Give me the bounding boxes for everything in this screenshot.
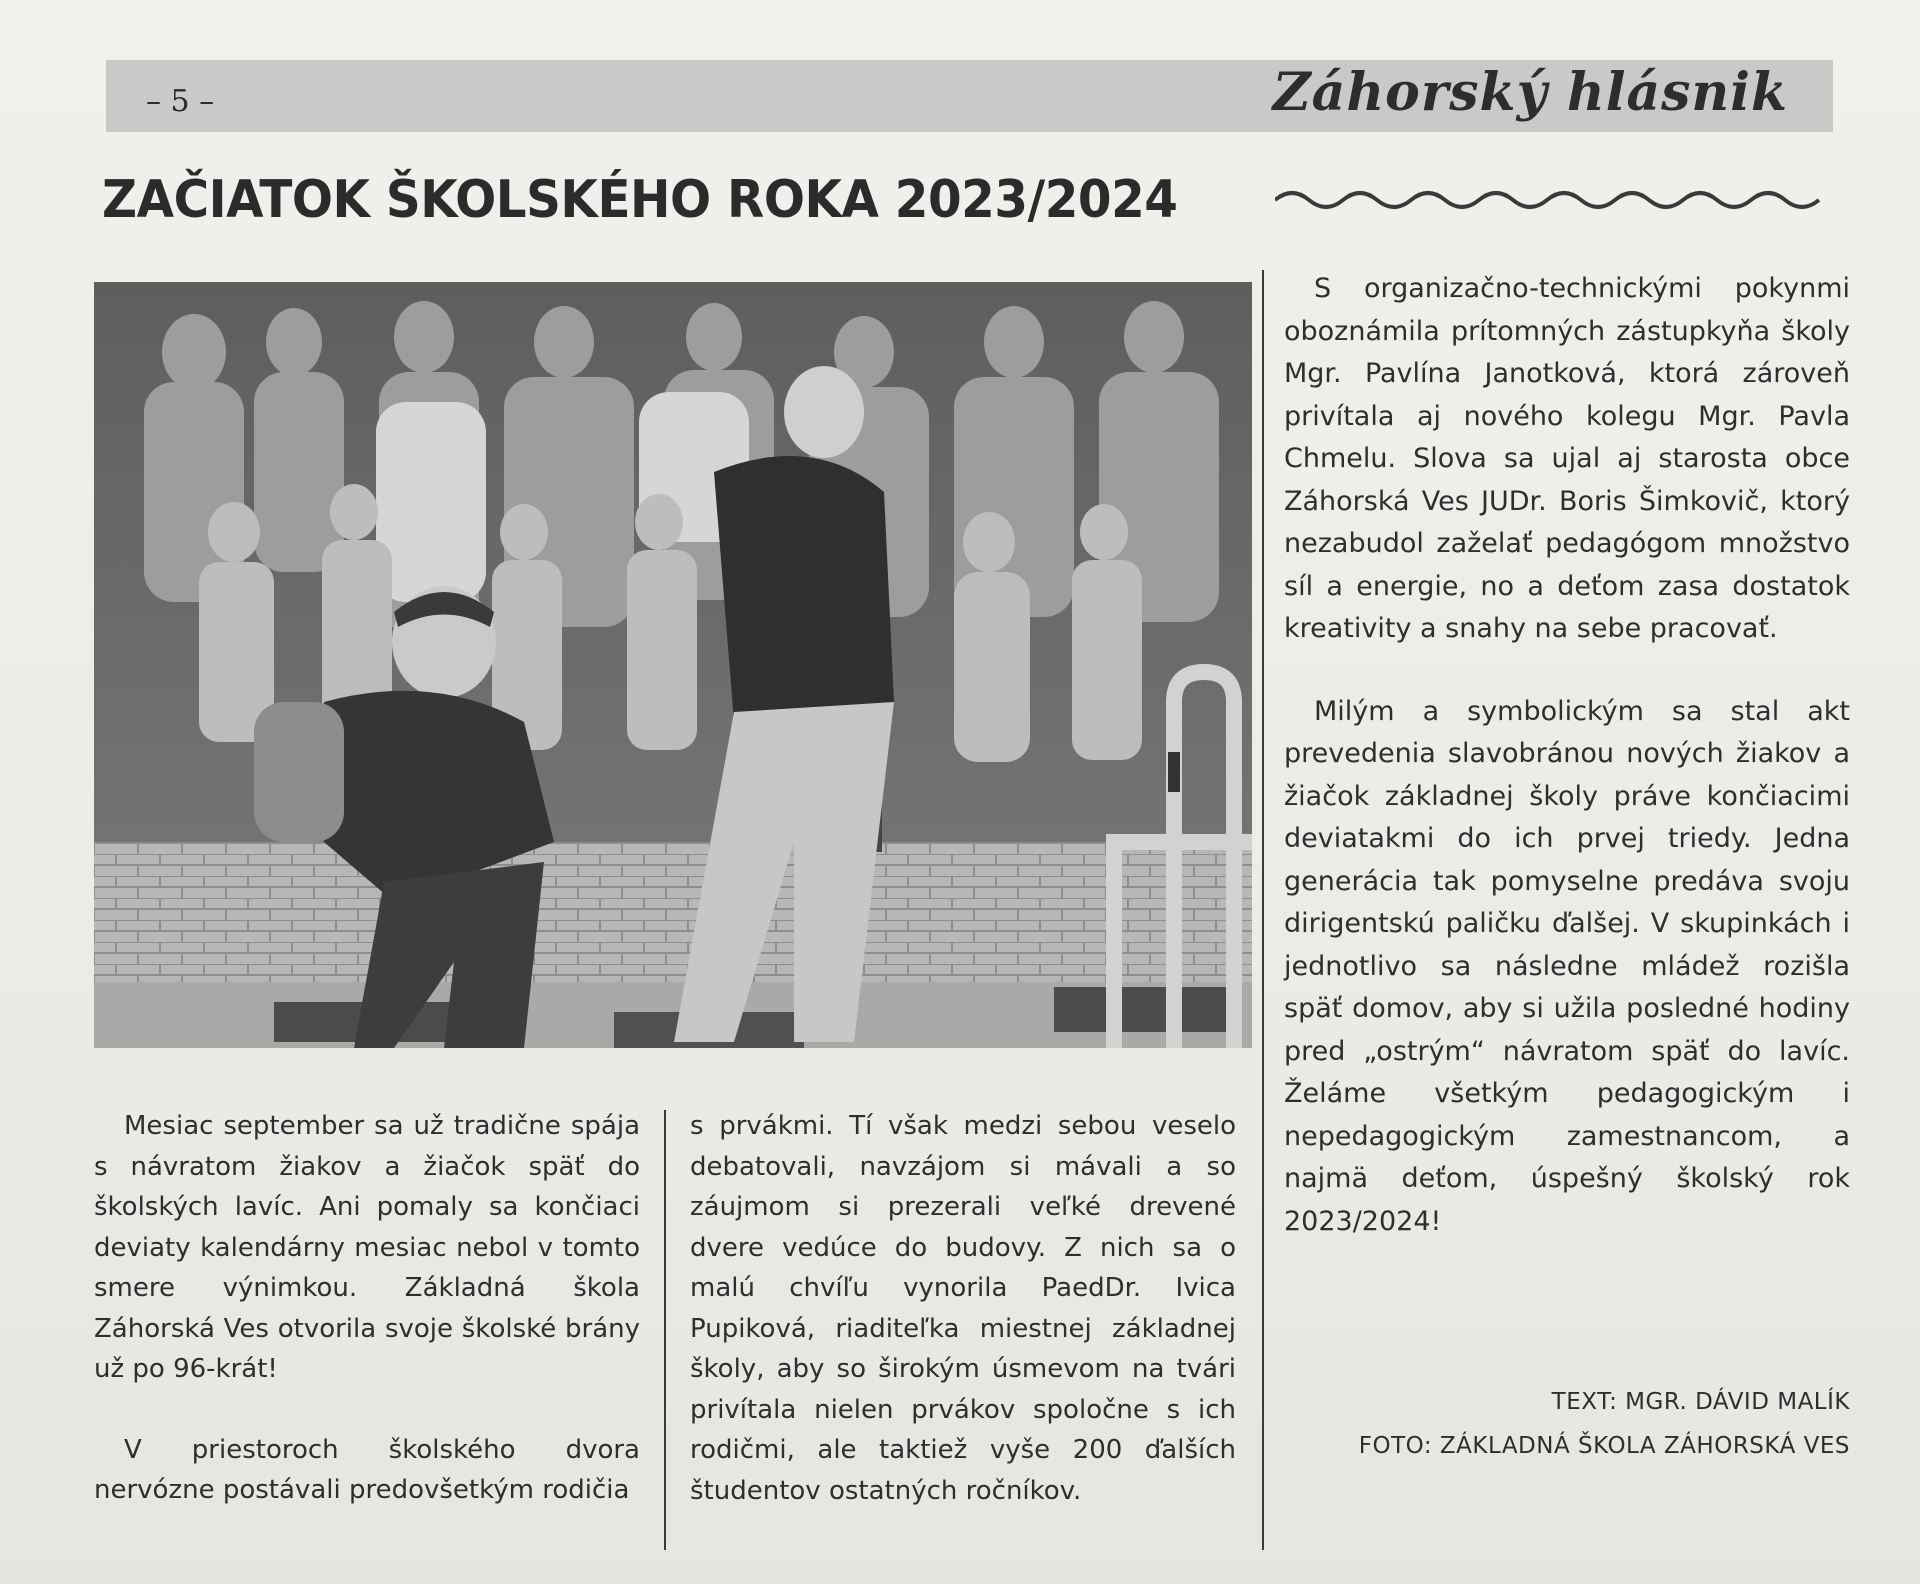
column-divider	[1262, 270, 1264, 1550]
article-credits	[1359, 1380, 1850, 1468]
paragraph: Milým a symbolickým sa stal akt prevedenia slavobránou nových žiakov a žiačok základnej školy práve končiacimi deviatakmi do ich prvej triedy. Jedna generácia tak pomyselne predáva svoju dirigentskú paličku ďalšej. V skupinkách i jednotlivo sa následne mládež rozišla späť domov, aby si užila posledné hodiny pred „ostrým“ návratom späť do lavíc. Želáme všetkým pedagogickým i nepedagogickým zamestnancom, a najmä deťom, úspešný školský rok 2023/2024!	[1284, 695, 1850, 1237]
paragraph: s prvákmi. Tí však medzi sebou veselo debatovali, navzájom si mávali a so záujmom si prezerali veľké drevené dvere vedúce do budovy. Z nich sa o malú chvíľu vynorila PaedDr. Ivica Pupiková, riaditeľka miestnej základnej školy, aby so širokým úsmevom na tvári privítala nielen prvákov spoločne s ich rodičmi, ale taktiež vyše 200 ďalších študentov ostatných ročníkov.	[690, 1111, 1236, 1506]
masthead-title: Záhorský hlásnik	[1272, 62, 1788, 123]
photo-crowd-illustration	[94, 282, 1252, 1048]
paragraph: S organizačno-technickými pokynmi oboznámila prítomných zástupkyňa školy Mgr. Pavlína Janotková, ktorá zároveň privítala aj nového kolegu Mgr. Pavla Chmelu. Slova sa ujal aj starosta obce Záhorská Ves JUDr. Boris Šimkovič, ktorý nezabudol zaželať pedagógom množstvo síl a energie, no a deťom zasa dostatok kreativity a snahy na sebe pracovať.	[1284, 273, 1850, 644]
paragraph: V priestoroch školského dvora nervózne postávali predovšetkým rodičia	[94, 1434, 640, 1505]
article-column-3	[1284, 268, 1850, 1243]
text-credit: TEXT: MGR. DÁVID MALÍK	[1551, 1389, 1850, 1415]
paragraph: Mesiac september sa už tradične spája s návratom žiakov a žiačok späť do školských lavíc. Ani pomaly sa končiaci deviaty kalendárny mesiac nebol v tomto smere výnimkou. Základná škola Záhorská Ves otvorila svoje školské brány už po 96-krát!	[94, 1111, 640, 1384]
column-divider	[664, 1110, 666, 1550]
article-column-1	[94, 1106, 640, 1511]
page-number: – 5 –	[146, 84, 215, 119]
article-title: ZAČIATOK ŠKOLSKÉHO ROKA 2023/2024	[102, 170, 1178, 230]
wave-ornament	[1275, 180, 1835, 220]
article-column-2	[690, 1106, 1236, 1511]
article-photo	[94, 282, 1252, 1048]
photo-credit: FOTO: ZÁKLADNÁ ŠKOLA ZÁHORSKÁ VES	[1358, 1433, 1850, 1459]
